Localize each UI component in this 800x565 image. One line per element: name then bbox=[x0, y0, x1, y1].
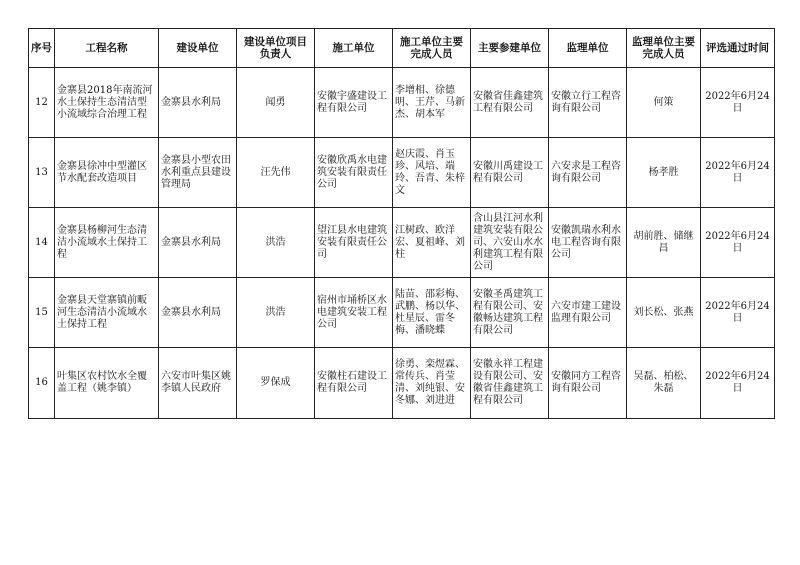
cell-contractor: 宿州市埇桥区水电建筑安装工程公司 bbox=[315, 278, 393, 348]
table-row bbox=[29, 278, 775, 348]
header-cell: 监理单位 bbox=[549, 29, 627, 68]
cell-builder-lead: 汪先伟 bbox=[237, 138, 315, 208]
table-row bbox=[29, 138, 775, 208]
cell-supervisor: 六安求是工程咨询有限公司 bbox=[549, 138, 627, 208]
cell-contractor: 安徽宇盛建设工程有限公司 bbox=[315, 68, 393, 138]
project-table bbox=[28, 28, 775, 419]
cell-builder-lead: 洪浩 bbox=[237, 208, 315, 278]
cell-partners: 安徽川禹建设工程有限公司 bbox=[471, 138, 549, 208]
cell-no: 12 bbox=[29, 68, 55, 138]
cell-supervisor: 安徽立行工程咨询有限公司 bbox=[549, 68, 627, 138]
cell-partners: 安徽圣禹建筑工程有限公司、安徽畅达建筑工程有限公司 bbox=[471, 278, 549, 348]
cell-builder: 金寨县水利局 bbox=[159, 278, 237, 348]
cell-builder: 金寨县水利局 bbox=[159, 68, 237, 138]
header-cell: 建设单位 bbox=[159, 29, 237, 68]
header-row bbox=[29, 29, 775, 68]
cell-builder-lead: 闻勇 bbox=[237, 68, 315, 138]
header-cell: 工程名称 bbox=[55, 29, 159, 68]
cell-contractor-staff: 江树政、欧洋宏、夏祖峰、刘柱 bbox=[393, 208, 471, 278]
cell-builder-lead: 罗保成 bbox=[237, 348, 315, 419]
cell-date: 2022年6月24日 bbox=[701, 348, 775, 419]
cell-no: 15 bbox=[29, 278, 55, 348]
cell-project: 金寨县天堂寨镇前畈河生态清洁小流域水土保持工程 bbox=[55, 278, 159, 348]
header-cell: 建设单位项目负责人 bbox=[237, 29, 315, 68]
cell-date: 2022年6月24日 bbox=[701, 68, 775, 138]
cell-supervisor: 六安市建工建设监理有限公司 bbox=[549, 278, 627, 348]
cell-contractor: 安徽欣禹水电建筑安装有限责任公司 bbox=[315, 138, 393, 208]
cell-no: 13 bbox=[29, 138, 55, 208]
cell-project: 叶集区农村饮水全覆盖工程（姚李镇） bbox=[55, 348, 159, 419]
cell-builder: 六安市叶集区姚李镇人民政府 bbox=[159, 348, 237, 419]
cell-contractor-staff: 陆苗、邵彩梅、武鹏、杨以华、杜星辰、雷冬梅、潘晓蝶 bbox=[393, 278, 471, 348]
cell-contractor: 望江县水电建筑安装有限责任公司 bbox=[315, 208, 393, 278]
cell-date: 2022年6月24日 bbox=[701, 138, 775, 208]
cell-contractor-staff: 徐勇、栾煜霖、常传兵、肖莹清、刘纯银、安冬娜、刘进进 bbox=[393, 348, 471, 419]
cell-project: 金寨县2018年南流河水土保持生态清洁型小流域综合治理工程 bbox=[55, 68, 159, 138]
cell-supervisor-staff: 胡前胜、储继昌 bbox=[627, 208, 701, 278]
cell-supervisor-staff: 何策 bbox=[627, 68, 701, 138]
cell-partners: 安徽省佳鑫建筑工程有限公司 bbox=[471, 68, 549, 138]
table-row bbox=[29, 348, 775, 419]
header-cell: 评选通过时间 bbox=[701, 29, 775, 68]
cell-supervisor-staff: 吴磊、柏松、朱磊 bbox=[627, 348, 701, 419]
header-cell: 施工单位 bbox=[315, 29, 393, 68]
cell-contractor: 安徽柱石建设工程有限公司 bbox=[315, 348, 393, 419]
cell-supervisor-staff: 刘长松、张燕 bbox=[627, 278, 701, 348]
cell-contractor-staff: 赵庆霞、肖玉珍、风培、端玲、吾青、朱梓文 bbox=[393, 138, 471, 208]
cell-builder: 金寨县小型农田水利重点县建设管理局 bbox=[159, 138, 237, 208]
cell-supervisor: 安徽凯瑞水利水电工程咨询有限公司 bbox=[549, 208, 627, 278]
cell-builder-lead: 洪浩 bbox=[237, 278, 315, 348]
header-cell: 序号 bbox=[29, 29, 55, 68]
cell-no: 14 bbox=[29, 208, 55, 278]
header-cell: 施工单位主要完成人员 bbox=[393, 29, 471, 68]
cell-partners: 安徽永祥工程建设有限公司、安徽省佳鑫建筑工程有限公司 bbox=[471, 348, 549, 419]
cell-date: 2022年6月24日 bbox=[701, 278, 775, 348]
cell-supervisor-staff: 杨孝胜 bbox=[627, 138, 701, 208]
header-cell: 主要参建单位 bbox=[471, 29, 549, 68]
cell-project: 金寨县徐冲中型灌区节水配套改造项目 bbox=[55, 138, 159, 208]
table-row bbox=[29, 68, 775, 138]
cell-supervisor: 安徽同方工程咨询有限公司 bbox=[549, 348, 627, 419]
cell-builder: 金寨县水利局 bbox=[159, 208, 237, 278]
cell-no: 16 bbox=[29, 348, 55, 419]
cell-date: 2022年6月24日 bbox=[701, 208, 775, 278]
cell-project: 金寨县杨柳河生态清洁小流域水土保持工程 bbox=[55, 208, 159, 278]
cell-partners: 含山县江河水利建筑安装有限公司、六安山水水利建筑工程有限公司 bbox=[471, 208, 549, 278]
cell-contractor-staff: 李增相、徐德明、王芹、马新杰、胡本军 bbox=[393, 68, 471, 138]
header-cell: 监理单位主要完成人员 bbox=[627, 29, 701, 68]
table-row bbox=[29, 208, 775, 278]
